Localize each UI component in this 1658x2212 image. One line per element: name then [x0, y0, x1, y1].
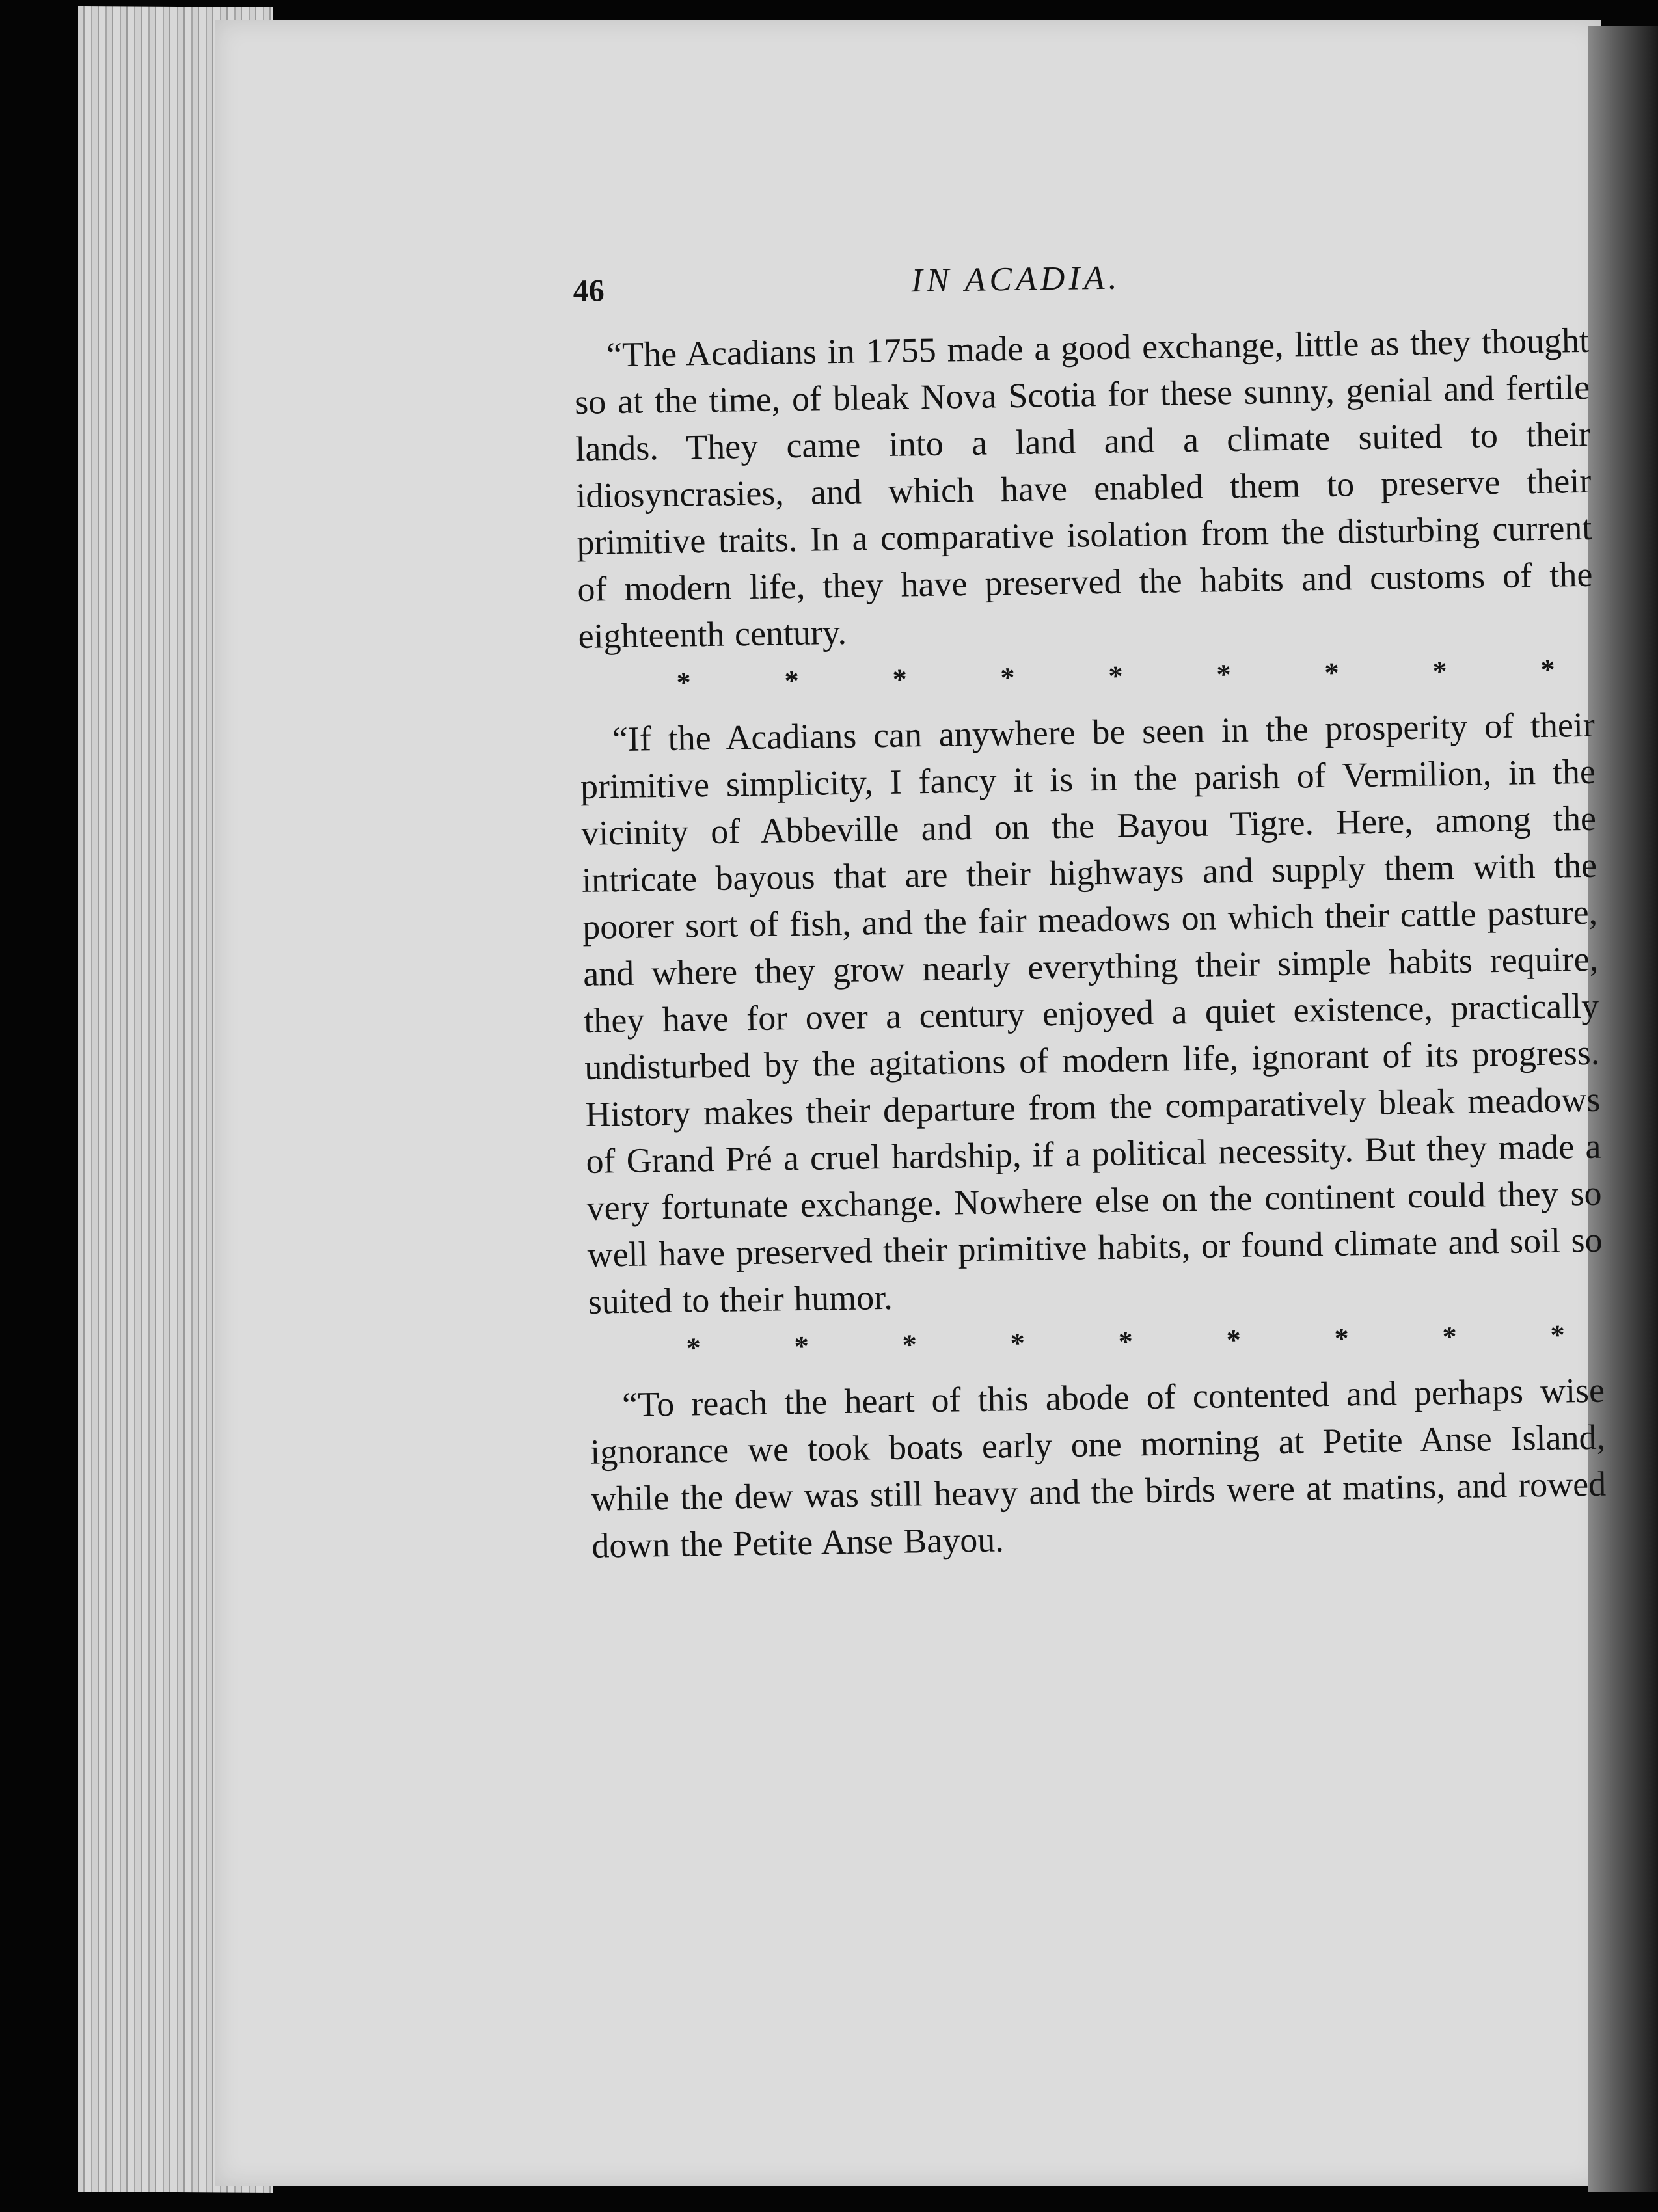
running-title: IN ACADIA. — [911, 259, 1121, 300]
separator-star: * — [1540, 653, 1555, 686]
section-separator-1 — [676, 653, 1555, 699]
separator-star: * — [1226, 1323, 1242, 1356]
separator-star: * — [1010, 1327, 1026, 1360]
separator-star: * — [686, 1332, 701, 1364]
section-separator-2 — [686, 1319, 1565, 1365]
text-block — [573, 245, 1607, 1569]
separator-star: * — [1108, 660, 1123, 692]
separator-star: * — [892, 663, 907, 695]
page-number: 46 — [573, 273, 605, 308]
paragraph-3: “To reach the heart of this abode of contented and perhaps wise ignorance we took boats early one morning at Petite Anse Island, while the dew was still heavy and the birds were at matins, and rowed down the Petite Anse Bayou. — [590, 1370, 1607, 1565]
separator-star: * — [676, 666, 692, 699]
paragraph-1: “The Acadians in 1755 made a good exchange, little as they thought so at the time, of bleak Nova Scotia for these sunny, genial and fertile lands. They came into a land and a climate suited to their idiosyncrasies, and which have enabled them to preserve their primitive traits. In a comparative isolation from the disturbing current of modern life, they have preserved the habits and customs of the eighteenth century. — [574, 320, 1593, 656]
separator-star: * — [1216, 658, 1231, 691]
separator-star: * — [794, 1330, 809, 1363]
separator-star: * — [784, 664, 799, 697]
separator-star: * — [1550, 1319, 1566, 1351]
paragraph-2: “If the Acadians can anywhere be seen in the prosperity of their primitive simplicity, I fancy it is in the parish of Vermilion, in the vicinity of Abbeville and on the Bayou Tigre. Here, among the intricate bayous that are their highways and supply them with the poorer sort of fish, and the fair meadows on which their cattle pasture, and where they grow nearly everything their simple habits require, they have for over a century enjoyed a quiet existence, practically undisturbed by the agitations of modern life, ignorant of its progress. History makes their departure from the comparatively bleak meadows of Grand Pré a cruel hardship, if a political necessity. But they made a very fortunate exchange. Nowhere else on the continent could they so well have preserved their primitive habits, or found climate and soil so suited to their humor. — [580, 705, 1603, 1321]
separator-star: * — [1334, 1322, 1350, 1355]
separator-star: * — [1432, 655, 1447, 688]
separator-star: * — [1000, 661, 1015, 694]
separator-star: * — [902, 1329, 917, 1361]
separator-star: * — [1442, 1321, 1458, 1353]
separator-star: * — [1118, 1325, 1134, 1358]
separator-star: * — [1324, 656, 1339, 689]
